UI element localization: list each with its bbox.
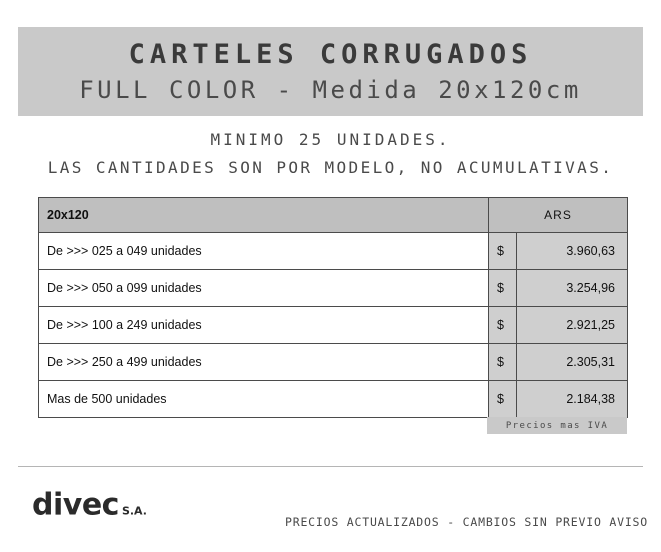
row-price-value: 3.254,96 (517, 270, 628, 307)
table-row (39, 307, 628, 344)
row-price-value: 2.184,38 (517, 381, 628, 418)
row-description: Mas de 500 unidades (39, 381, 489, 418)
table-header-row (39, 198, 628, 233)
row-currency-symbol: $ (489, 381, 517, 418)
logo-text: divec (32, 487, 119, 523)
price-table (38, 197, 628, 418)
row-description: De >>> 250 a 499 unidades (39, 344, 489, 381)
price-table-container (38, 197, 627, 418)
table-row (39, 233, 628, 270)
row-description: De >>> 100 a 249 unidades (39, 307, 489, 344)
tax-note: Precios mas IVA (487, 417, 627, 434)
logo-suffix: S.A. (121, 504, 147, 518)
table-row (39, 270, 628, 307)
row-price-value: 3.960,63 (517, 233, 628, 270)
table-row (39, 344, 628, 381)
company-logo (32, 488, 147, 523)
row-currency-symbol: $ (489, 233, 517, 270)
row-description: De >>> 050 a 099 unidades (39, 270, 489, 307)
row-currency-symbol: $ (489, 270, 517, 307)
note-quantities-per-model: LAS CANTIDADES SON POR MODELO, NO ACUMULATIVAS. (47, 158, 614, 177)
header-size-label: 20x120 (39, 198, 489, 233)
minimum-order-notes (0, 128, 661, 180)
header-banner (18, 27, 643, 116)
footer-disclaimer: PRECIOS ACTUALIZADOS - CAMBIOS SIN PREVIO AVISO (285, 515, 649, 529)
row-price-value: 2.305,31 (517, 344, 628, 381)
header-currency-label: ARS (489, 198, 628, 233)
page-subtitle: FULL COLOR - Medida 20x120cm (79, 75, 582, 104)
footer-divider (18, 466, 643, 467)
page-title: CARTELES CORRUGADOS (128, 38, 533, 70)
row-description: De >>> 025 a 049 unidades (39, 233, 489, 270)
row-currency-symbol: $ (489, 344, 517, 381)
row-price-value: 2.921,25 (517, 307, 628, 344)
row-currency-symbol: $ (489, 307, 517, 344)
note-minimum-units: MINIMO 25 UNIDADES. (210, 130, 451, 149)
table-row (39, 381, 628, 418)
